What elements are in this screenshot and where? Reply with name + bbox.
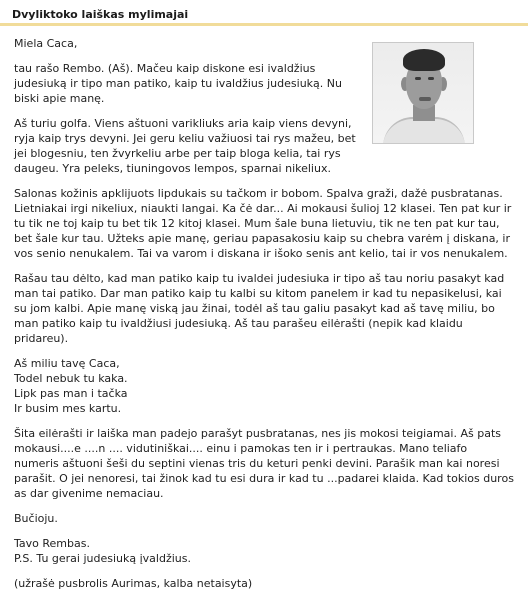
letter-poem <box>14 356 514 416</box>
letter-paragraph-5: Šita eilėrašti ir laiška man padejo parašyt pusbratanas, nes jis mokosi teigiamai. Aš pats mokausi....e ....n .... vidutiniškai.... einu i pamokas ten ir i pertraukas. Mano teliafo numeris aštuoni šeši du septini vienas tris du keturi penki devini. Parašik man kai noresi parašit. O jei nenoresi, tai žinok kad tu esi dura ir kad tu ...padarei klaida. Kad tokios duros as dar givenime nemaciau. <box>14 427 514 500</box>
title-bar <box>0 0 528 26</box>
letter-paragraph-4: Rašau tau dėlto, kad man patiko kaip tu ivaldei judesiuka ir tipo aš tau noriu pasakyt kad man tai patiko. Dar man patiko kaip tu kalbi su kitom panelem ir kad tu nepasikelusi, kai su jom kalbi. Apie manę viską jau žinai, todėl aš tau galiu pasakyt kad aš tavę miliu, bo man patiko kaip tu ivaldžiusi judesiuką. Aš tau parašeu eilėrašti (nepik kad klaidu pridareu). <box>14 272 505 345</box>
letter-signature-block <box>14 536 514 566</box>
letter-note: (užrašė pusbrolis Aurimas, kalba netaisyta) <box>14 577 253 590</box>
letter-paragraph-2: Aš turiu golfa. Viens aštuoni varikliuks aria kaip viens devyni, ryja kaip trys devyni. Jei geru keliu važiuosi tai rys mažeu, bet jei blogesniu, ten žvyrkeliu arbe per taip bloga kelia, tai rys daugeu. Yra peleks, tiuningovos lempos, sparnai nikeliux. <box>14 117 356 175</box>
poem-line: Ir busim mes kartu. <box>14 402 122 415</box>
letter-body <box>14 36 514 601</box>
letter-closing: Bučioju. <box>14 512 58 525</box>
letter-postscript: P.S. Tu gerai judesiuką įvaldžius. <box>14 552 191 565</box>
poem-line: Todel nebuk tu kaka. <box>14 372 128 385</box>
poem-line: Aš miliu tavę Caca, <box>14 357 120 370</box>
letter-signature: Tavo Rembas. <box>14 537 90 550</box>
poem-line: Lipk pas man i tačka <box>14 387 128 400</box>
page-title: Dvyliktoko laiškas mylimajai <box>12 8 189 21</box>
letter-paragraph-1: tau rašo Rembo. (Aš). Mačeu kaip diskone esi ivaldžius judesiuką ir tipo man patiko, kaip tu ivaldžius judesiuką. Nu biski apie manę. <box>14 62 342 105</box>
letter-paragraph-3: Salonas kožinis apklijuots lipdukais su tačkom ir bobom. Spalva graži, dažė pusbratanas. Lietniakai irgi nikeliux, niaukti langai. Ka čė dar... Ai mokausi šulioj 12 klasei. Ten pat kur ir tu tik ne toj kaip tu bet tik 12 kitoj klasei. Mum šale buna lietuviu, tik ne ten pat kur tau, bet šale kur tau. Užteks apie manę, geriau papasakosiu kaip su chebra varėm į diskana, ir vos senio nenukalem. Tai va varom i diskana ir išoko senis ant kelio, tai ir vos nenukalem. <box>14 187 512 260</box>
letter-greeting: Miela Caca, <box>14 37 78 50</box>
